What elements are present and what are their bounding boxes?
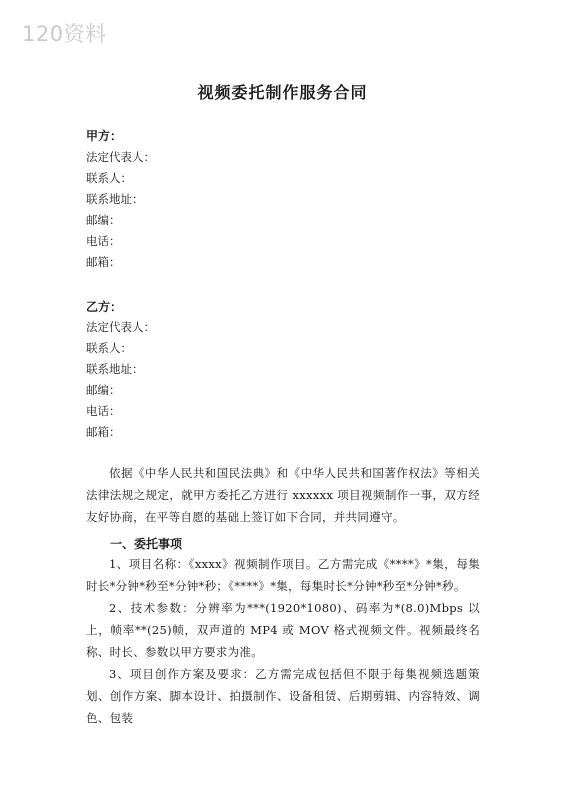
clause-technical-params: 2、技术参数：分辨率为***(1920*1080)、码率为*(8.0)Mbps 以上，帧率**(25)帧，双声道的 MP4 或 MOV 格式视频文件。视频最终名称、时长、参数以甲方要求为准。: [86, 601, 480, 659]
party-b-phone: 电话：: [86, 404, 121, 418]
section-heading: 一、委托事项: [110, 537, 183, 551]
party-a-email: 邮箱：: [86, 255, 121, 269]
party-b-legal-rep: 法定代表人：: [86, 320, 155, 334]
party-b-heading: 乙方：: [86, 300, 123, 314]
party-a-phone: 电话：: [86, 234, 121, 248]
party-a-heading: 甲方：: [86, 129, 123, 143]
intro-paragraph: 依据《中华人民共和国民法典》和《中华人民共和国著作权法》等相关法律法规之规定，就甲方委托乙方进行 xxxxxx 项目视频制作一事，双方经友好协商，在平等自愿的基础上签订如下合同，并共同遵守。: [86, 466, 480, 524]
party-a-address: 联系地址：: [86, 192, 144, 206]
party-b-contact: 联系人：: [86, 341, 132, 355]
party-b-address: 联系地址：: [86, 362, 144, 376]
contract-title: 视频委托制作服务合同: [197, 83, 368, 102]
party-a-contact: 联系人：: [86, 171, 132, 185]
watermark: 120资料: [22, 22, 107, 46]
clause-creative-plan: 3、项目创作方案及要求：乙方需完成包括但不限于每集视频选题策划、创作方案、脚本设计、拍摄制作、设备租赁、后期剪辑、内容特效、调色、包装: [86, 667, 480, 725]
party-b-email: 邮箱：: [86, 425, 121, 439]
clause-project-name: 1、项目名称：《xxxx》视频制作项目。乙方需完成《****》*集，每集时长*分钟*秒至*分钟*秒；《****》*集，每集时长*分钟*秒至*分钟*秒。: [86, 557, 480, 593]
party-b-postcode: 邮编：: [86, 383, 121, 397]
party-a-legal-rep: 法定代表人：: [86, 150, 155, 164]
party-a-postcode: 邮编：: [86, 213, 121, 227]
